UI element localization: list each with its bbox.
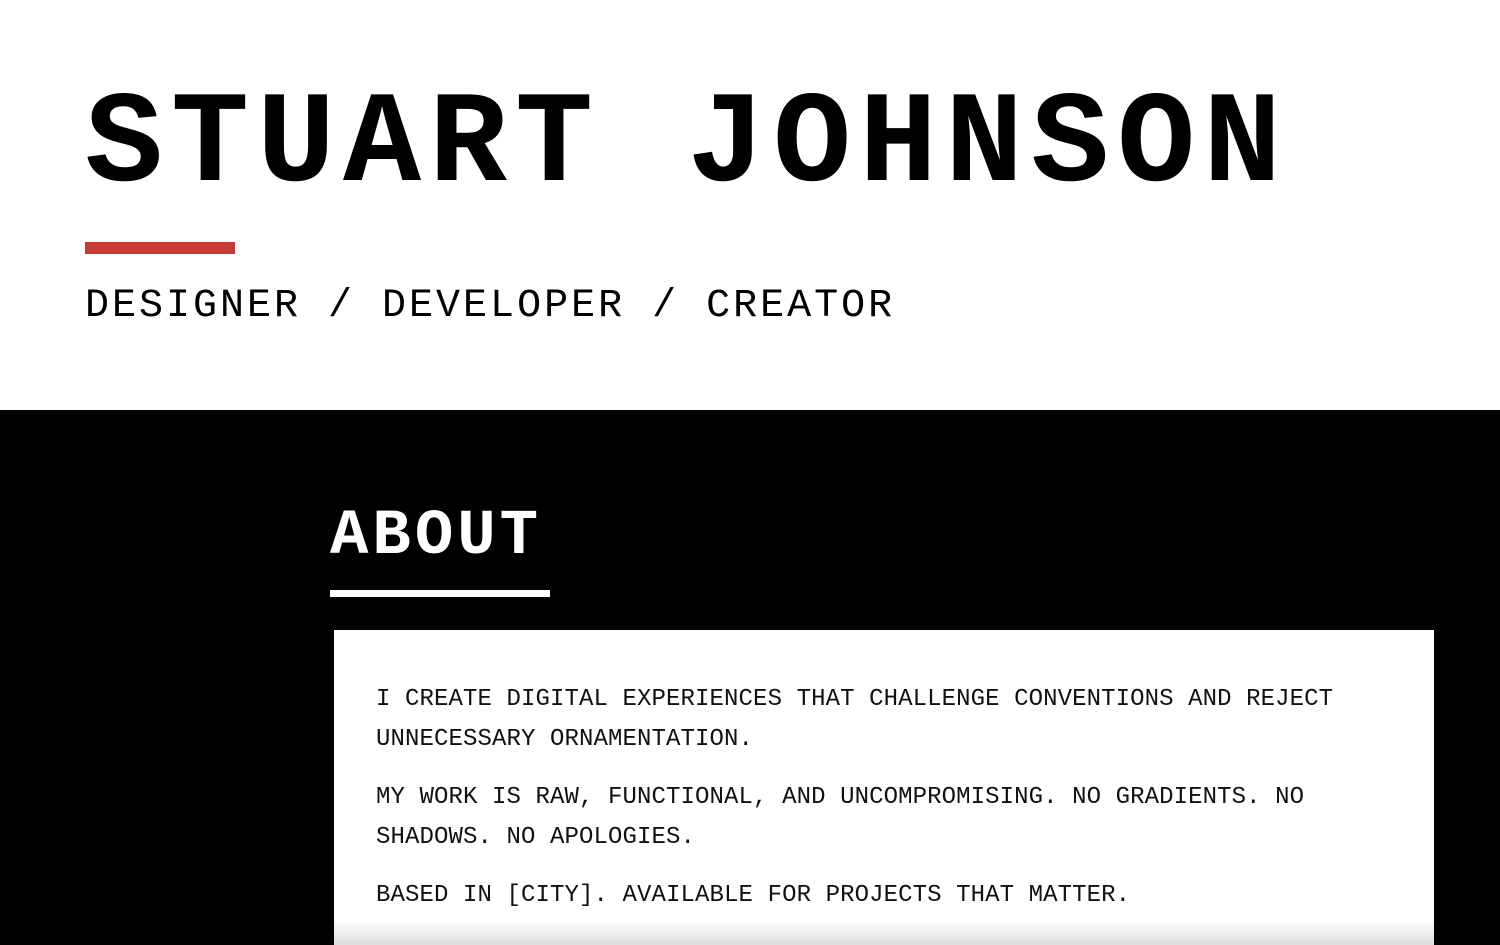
about-paragraph-2: MY WORK IS RAW, FUNCTIONAL, AND UNCOMPROMISING. NO GRADIENTS. NO SHADOWS. NO APOLOGIES. bbox=[376, 784, 1305, 851]
red-accent-bar bbox=[85, 242, 235, 254]
about-paragraph-1: I CREATE DIGITAL EXPERIENCES THAT CHALLENGE CONVENTIONS AND REJECT UNNECESSARY ORNAMENTATION. bbox=[376, 686, 1334, 753]
about-card bbox=[334, 630, 1434, 945]
about-section bbox=[0, 410, 1500, 945]
site-title: STUART JOHNSON bbox=[85, 73, 1290, 220]
about-heading: ABOUT bbox=[330, 501, 543, 573]
hero-section bbox=[0, 0, 1500, 410]
about-paragraph-3: BASED IN [CITY]. AVAILABLE FOR PROJECTS THAT MATTER. bbox=[376, 882, 1131, 909]
tagline: DESIGNER / DEVELOPER / CREATOR bbox=[85, 284, 896, 329]
about-heading-underline bbox=[330, 590, 550, 597]
